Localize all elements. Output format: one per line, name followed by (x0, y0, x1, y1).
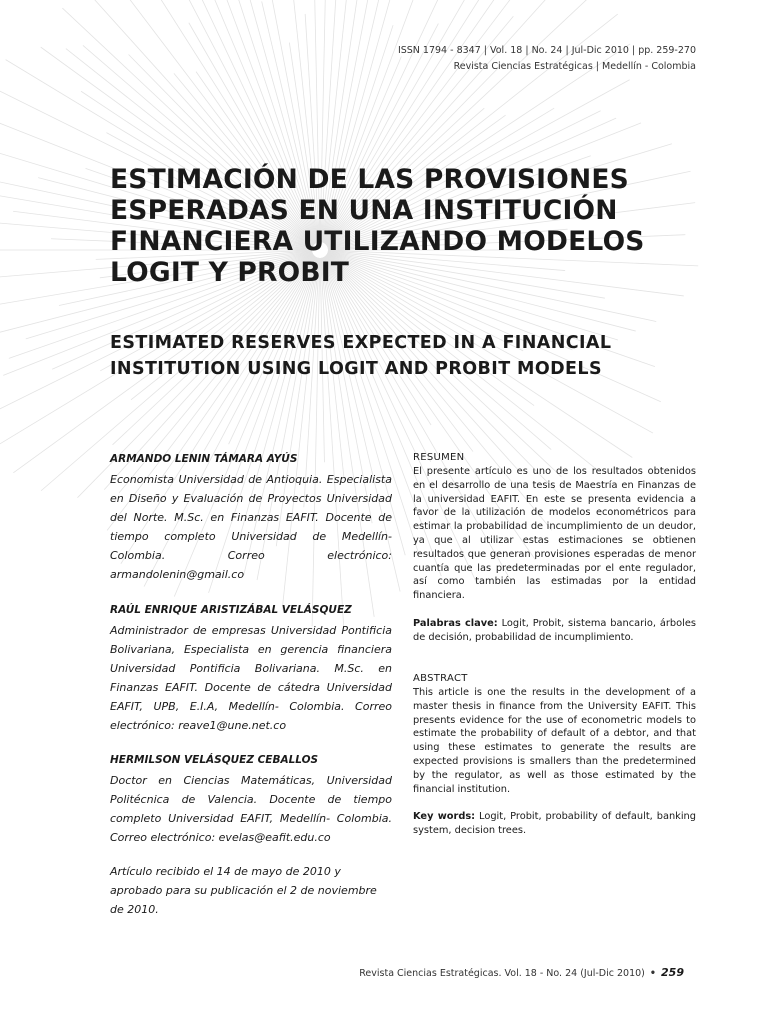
author-name: RAÚL ENRIQUE ARISTIZÁBAL VELÁSQUEZ (110, 604, 352, 616)
author-block-2 (110, 603, 392, 735)
keywords-list: Logit, Probit, probability of default, banking system, decision trees. (413, 811, 696, 837)
author-block-1 (110, 452, 392, 584)
author-bio: Doctor en Ciencias Matemáticas, Universidad Politécnica de Valencia. Docente de tiempo completo Universidad EAFIT, Medellín- Colombia. Correo electrónico: evelas@eafit.edu.co (110, 774, 392, 844)
footer-bullet: • (649, 968, 656, 979)
palabras-clave (413, 617, 696, 645)
issue-info: ISSN 1794 - 8347 | Vol. 18 | No. 24 | Jul-Dic 2010 | pp. 259-270 (397, 45, 696, 56)
title-english: ESTIMATED RESERVES EXPECTED IN A FINANCIAL INSTITUTION USING LOGIT AND PROBIT MODELS (110, 333, 612, 379)
received-note: Artículo recibido el 14 de mayo de 2010 y aprobado para su publicación el 2 de noviembre de 2010. (110, 865, 377, 916)
abstract-heading: ABSTRACT (413, 673, 468, 684)
key-words (413, 810, 696, 838)
author-block-3 (110, 753, 392, 847)
page-footer (359, 966, 684, 981)
abstract-text: This article is one the results in the development of a master thesis in finance from the University EAFIT. This presents evidence for the use of econometric models to estimate the probability of default of a debtor, and that using these estimates to generate the results are expected provisions is smallers than the predetermined by the regulator, as well as those estimated by the financial institution. (413, 687, 696, 795)
page-number: 259 (661, 966, 684, 979)
abstract-section (413, 672, 696, 838)
resumen-text: El presente artículo es uno de los resultados obtenidos en el desarrollo de una tesis de Maestría en Finanzas de la universidad EAFIT. En este se presenta evidencia a favor de la utilización de modelos econométricos para estimar la probabilidad de incumplimiento de un deudor, ya que al utilizar estas estimaciones se obtienen resultados que generan provisiones esperadas de menor cuantía que las predeterminadas por el ente regulador, así como también las estimadas por la entidad financiera. (413, 466, 696, 602)
keywords-label: Palabras clave: (413, 617, 498, 629)
resumen-section (413, 451, 696, 645)
journal-location: Revista Ciencias Estratégicas | Medellín - Colombia (453, 61, 696, 72)
resumen-heading: RESUMEN (413, 452, 465, 463)
keywords-label: Key words: (413, 811, 476, 823)
author-bio: Administrador de empresas Universidad Pontificia Bolivariana, Especialista en gerencia financiera Universidad Pontificia Bolivariana. M.Sc. en Finanzas EAFIT. Docente de cátedra Universidad EAFIT, UPB, E.I.A, Medellín- Colombia. Correo electrónico: reave1@une.net.co (110, 624, 392, 732)
author-name: HERMILSON VELÁSQUEZ CEBALLOS (110, 754, 319, 766)
footer-journal: Revista Ciencias Estratégicas. Vol. 18 - No. 24 (Jul-Dic 2010) (359, 968, 645, 979)
author-name: ARMANDO LENIN TÁMARA AYÚS (110, 453, 298, 465)
author-bio: Economista Universidad de Antioquia. Especialista en Diseño y Evaluación de Proyectos Universidad del Norte. M.Sc. en Finanzas EAFIT. Docente de tiempo completo Universidad de Medellín- Colombia. Correo electrónico: armandolenin@gmail.co (110, 473, 392, 581)
keywords-list: Logit, Probit, sistema bancario, árboles de decisión, probabilidad de incumplimiento. (413, 617, 696, 643)
title-spanish: ESTIMACIÓN DE LAS PROVISIONES ESPERADAS EN UNA INSTITUCIÓN FINANCIERA UTILIZANDO MODELOS LOGIT Y PROBIT (110, 164, 645, 288)
